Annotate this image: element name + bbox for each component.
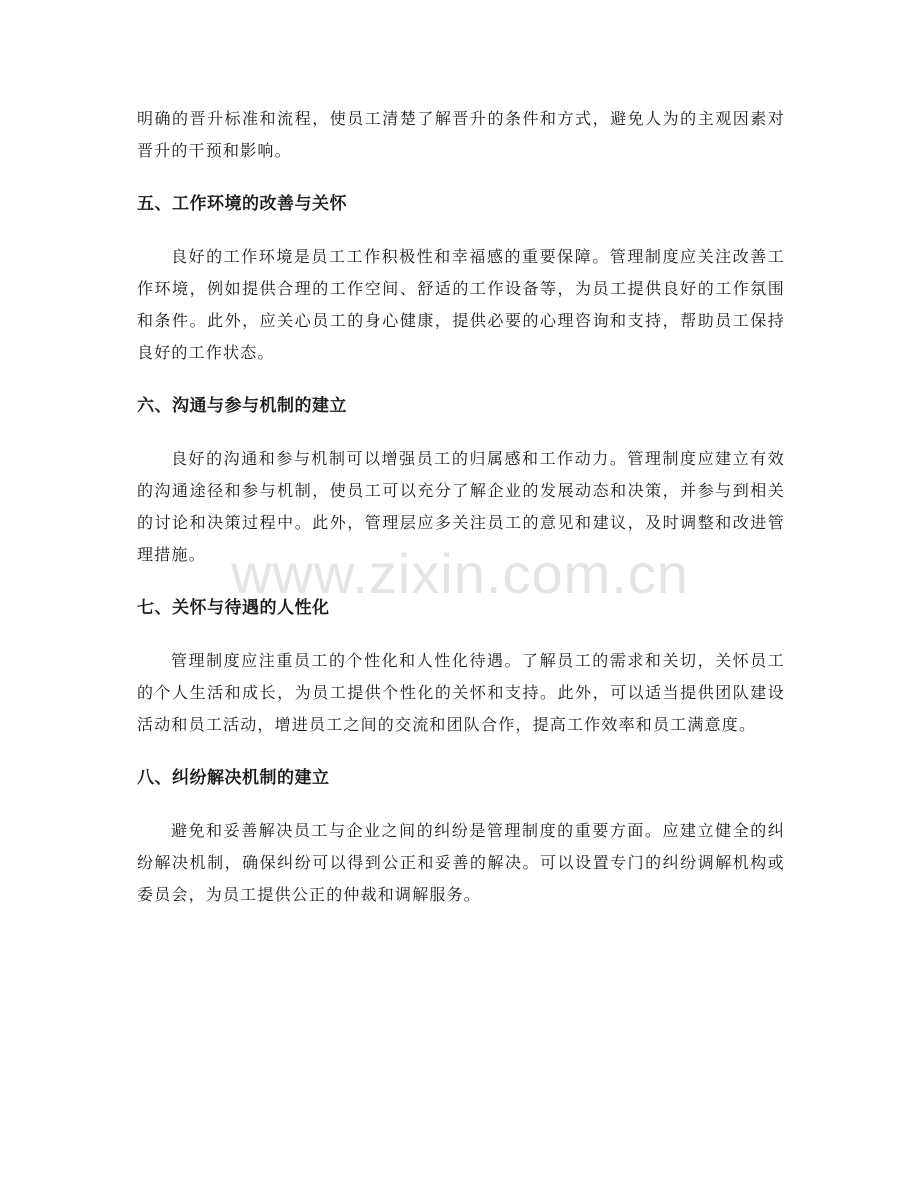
section-body-7: 管理制度应注重员工的个性化和人性化待遇。了解员工的需求和关切，关怀员工的个人生活和成长，为员工提供个性化的关怀和支持。此外，可以适当提供团队建设活动和员工活动，增进员工之间的交流和团队合作，提高工作效率和员工满意度。 bbox=[137, 651, 785, 734]
section-heading-5: 五、工作环境的改善与关怀 bbox=[137, 194, 347, 214]
document-body bbox=[137, 103, 785, 911]
section-body-8: 避免和妥善解决员工与企业之间的纠纷是管理制度的重要方面。应建立健全的纠纷解决机制，确保纠纷可以得到公正和妥善的解决。可以设置专门的纠纷调解机构或委员会，为员工提供公正的仲裁和调解服务。 bbox=[137, 821, 785, 904]
section-heading-6: 六、沟通与参与机制的建立 bbox=[137, 396, 347, 416]
section-body-5: 良好的工作环境是员工工作积极性和幸福感的重要保障。管理制度应关注改善工作环境，例如提供合理的工作空间、舒适的工作设备等，为员工提供良好的工作氛围和条件。此外，应关心员工的身心健康，提供必要的心理咨询和支持，帮助员工保持良好的工作状态。 bbox=[137, 247, 785, 362]
intro-paragraph: 明确的晋升标准和流程，使员工清楚了解晋升的条件和方式，避免人为的主观因素对晋升的干预和影响。 bbox=[137, 109, 785, 160]
section-heading-8: 八、纠纷解决机制的建立 bbox=[137, 768, 330, 788]
section-body-6: 良好的沟通和参与机制可以增强员工的归属感和工作动力。管理制度应建立有效的沟通途径和参与机制，使员工可以充分了解企业的发展动态和决策，并参与到相关的讨论和决策过程中。此外，管理层应多关注员工的意见和建议，及时调整和改进管理措施。 bbox=[137, 449, 785, 564]
section-heading-7: 七、关怀与待遇的人性化 bbox=[137, 598, 330, 618]
watermark: www.zixin.com.cn bbox=[231, 542, 689, 605]
